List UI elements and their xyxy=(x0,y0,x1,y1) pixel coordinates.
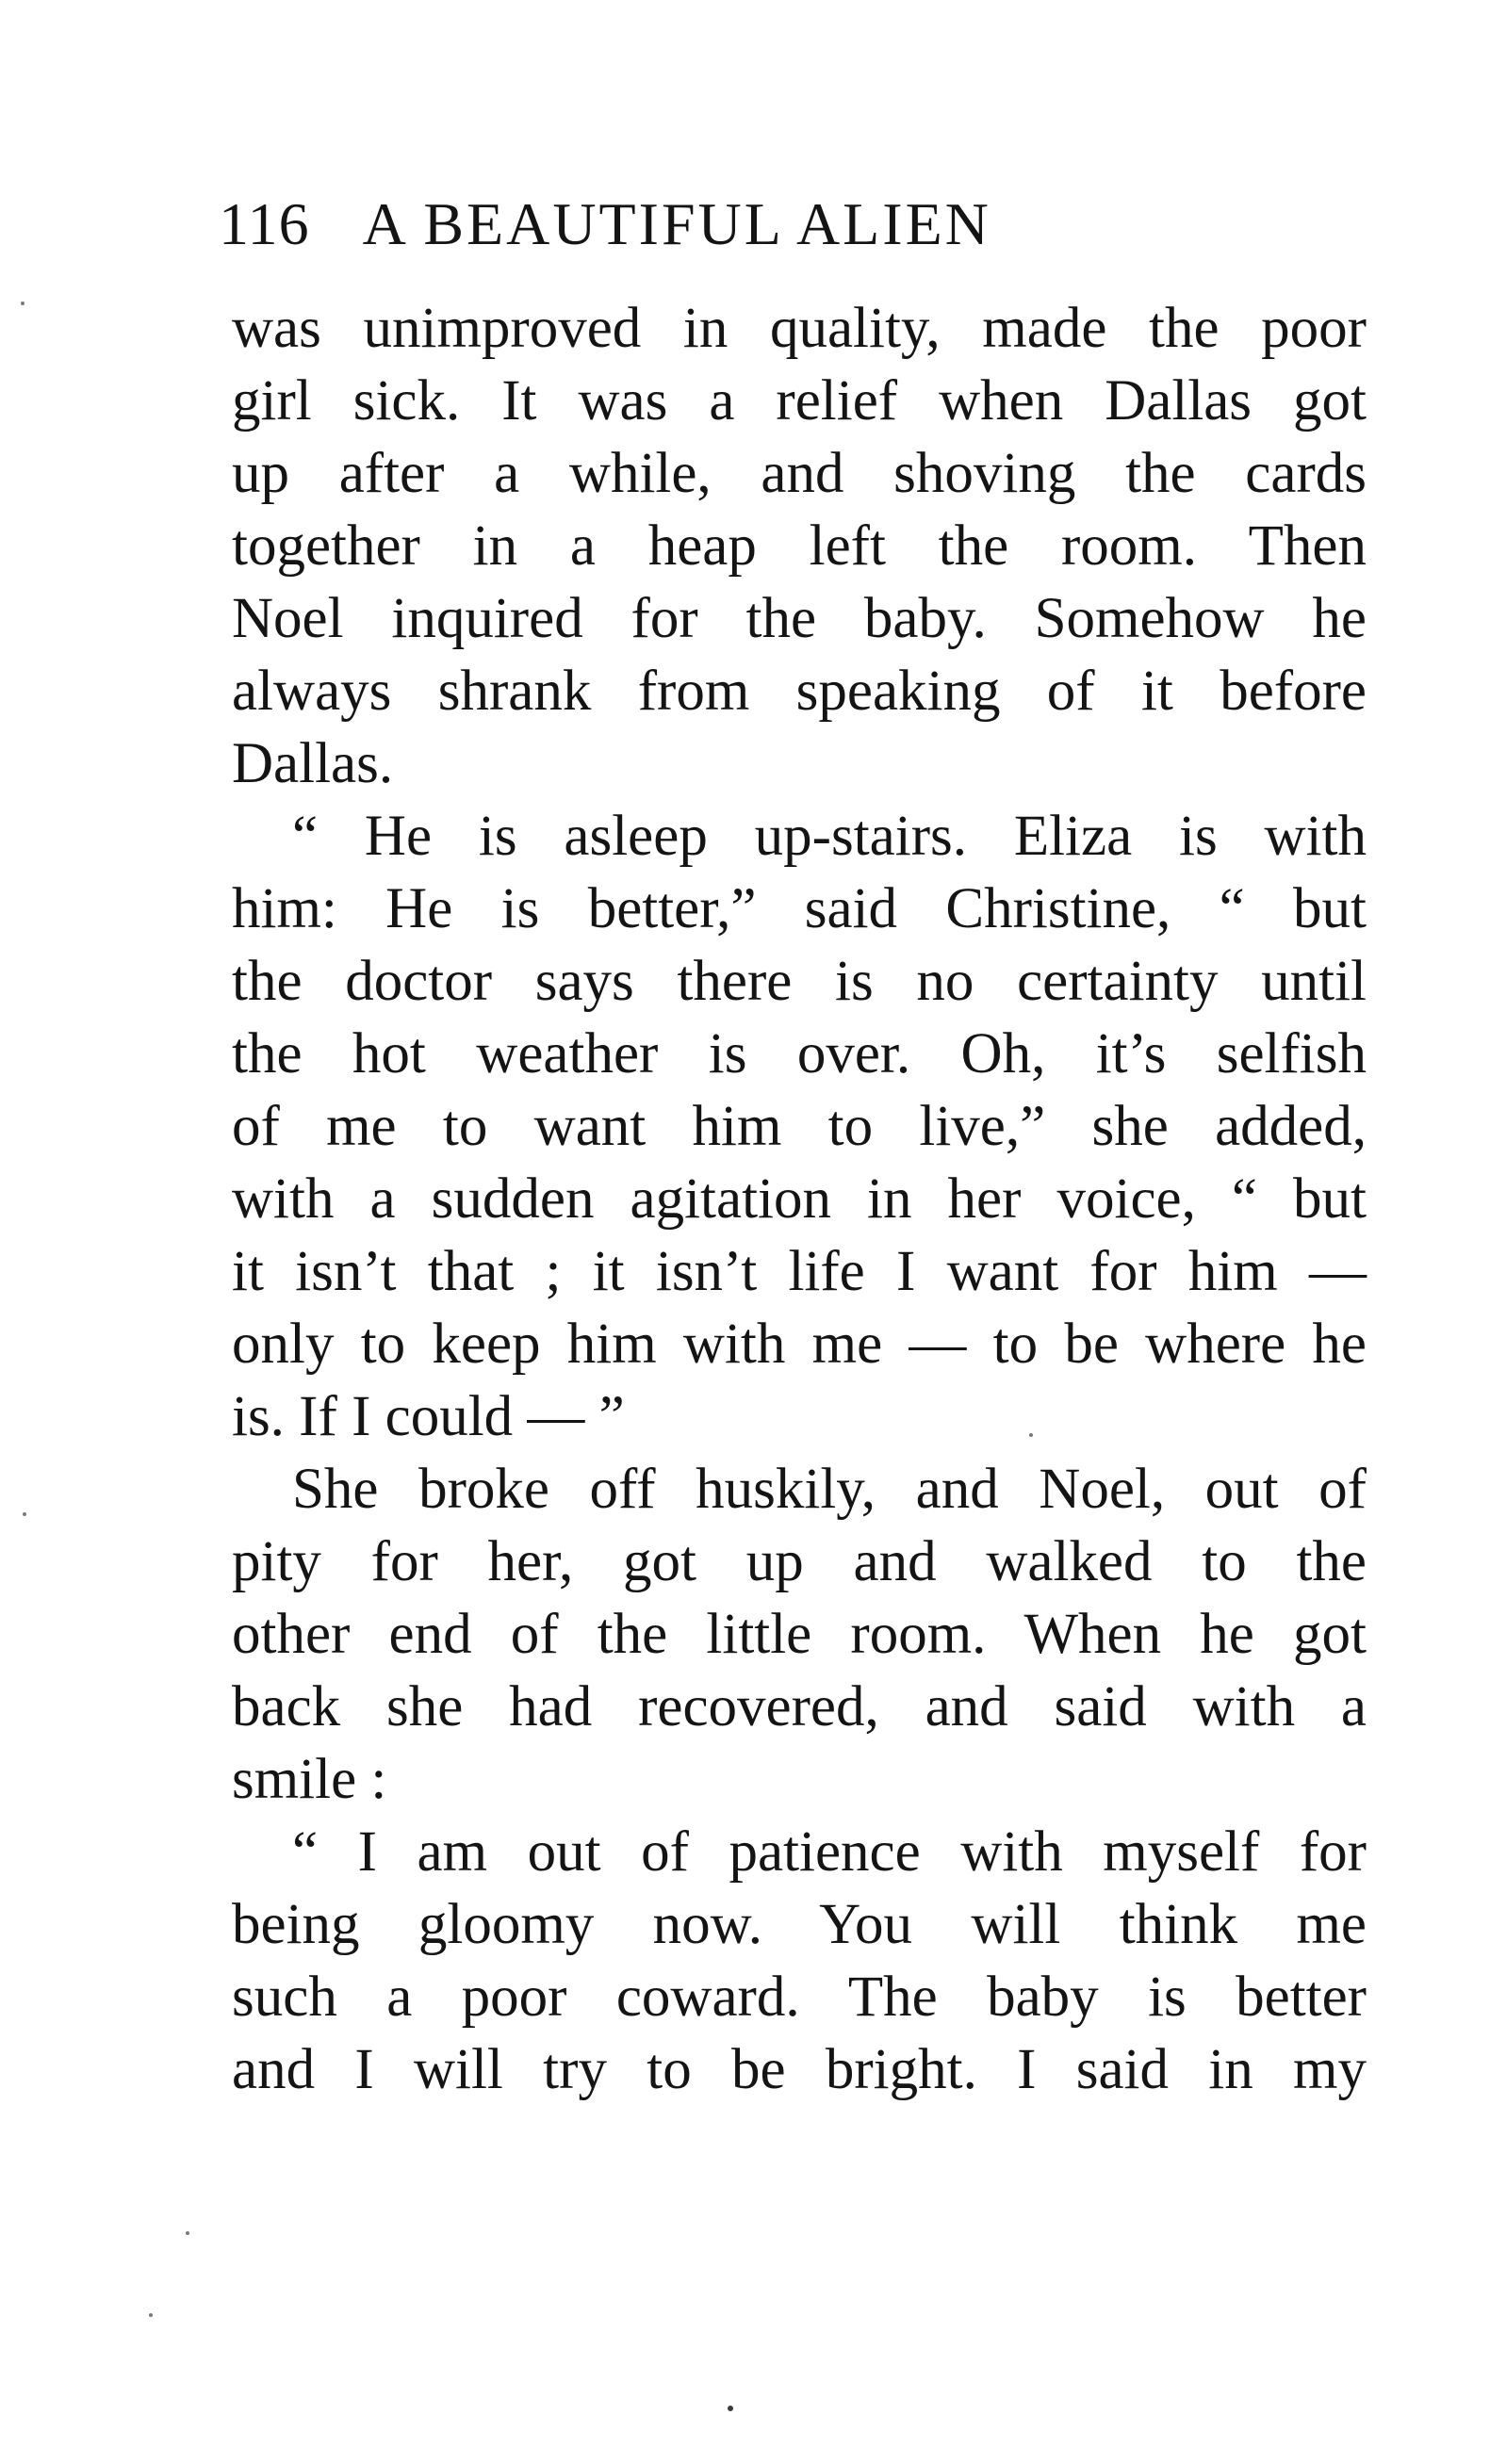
text-line: and I will try to be bright. I said in my xyxy=(232,2038,1367,2101)
text-line: only to keep him with me — to be where he xyxy=(232,1313,1367,1376)
text-line: up after a while, and shoving the cards xyxy=(232,442,1367,505)
paragraph-end-line: smile : xyxy=(232,1748,387,1811)
scan-speck xyxy=(1029,1433,1033,1437)
text-line: back she had recovered, and said with a xyxy=(232,1675,1367,1738)
paragraph-start-line: “ I am out of patience with myself for xyxy=(292,1820,1367,1884)
paragraph-end-line: Dallas. xyxy=(232,732,394,795)
text-line: being gloomy now. You will think me xyxy=(232,1893,1367,1956)
running-head xyxy=(219,187,1161,262)
book-title: A BEAUTIFUL ALIEN xyxy=(362,190,991,257)
text-line: other end of the little room. When he got xyxy=(232,1603,1367,1666)
scan-speck xyxy=(186,2231,189,2235)
text-line: him: He is better,” said Christine, “ but xyxy=(232,877,1367,940)
paragraph-end-line: is. If I could — ” xyxy=(232,1385,625,1448)
page-number: 116 xyxy=(219,190,310,257)
text-line: was unimproved in quality, made the poor xyxy=(232,297,1367,360)
scan-speck xyxy=(149,2313,153,2317)
text-line: pity for her, got up and walked to the xyxy=(232,1530,1367,1593)
scan-speck xyxy=(23,1512,26,1516)
text-line: with a sudden agitation in her voice, “ but xyxy=(232,1167,1367,1231)
text-line: such a poor coward. The baby is better xyxy=(232,1966,1367,2029)
paragraph-start-line: She broke off huskily, and Noel, out of xyxy=(292,1458,1367,1521)
body-text xyxy=(232,292,1367,2106)
text-line: always shrank from speaking of it before xyxy=(232,660,1367,723)
text-line: Noel inquired for the baby. Somehow he xyxy=(232,587,1367,650)
text-line: it isn’t that ; it isn’t life I want for him — xyxy=(232,1240,1367,1303)
scan-speck xyxy=(728,2406,733,2411)
scan-speck xyxy=(21,302,25,305)
text-line: of me to want him to live,” she added, xyxy=(232,1095,1367,1158)
text-line: the doctor says there is no certainty until xyxy=(232,950,1367,1013)
paragraph-start-line: “ He is asleep up-stairs. Eliza is with xyxy=(292,805,1367,868)
text-line: together in a heap left the room. Then xyxy=(232,514,1367,578)
text-line: the hot weather is over. Oh, it’s selfish xyxy=(232,1022,1367,1085)
text-line: girl sick. It was a relief when Dallas got xyxy=(232,369,1367,432)
